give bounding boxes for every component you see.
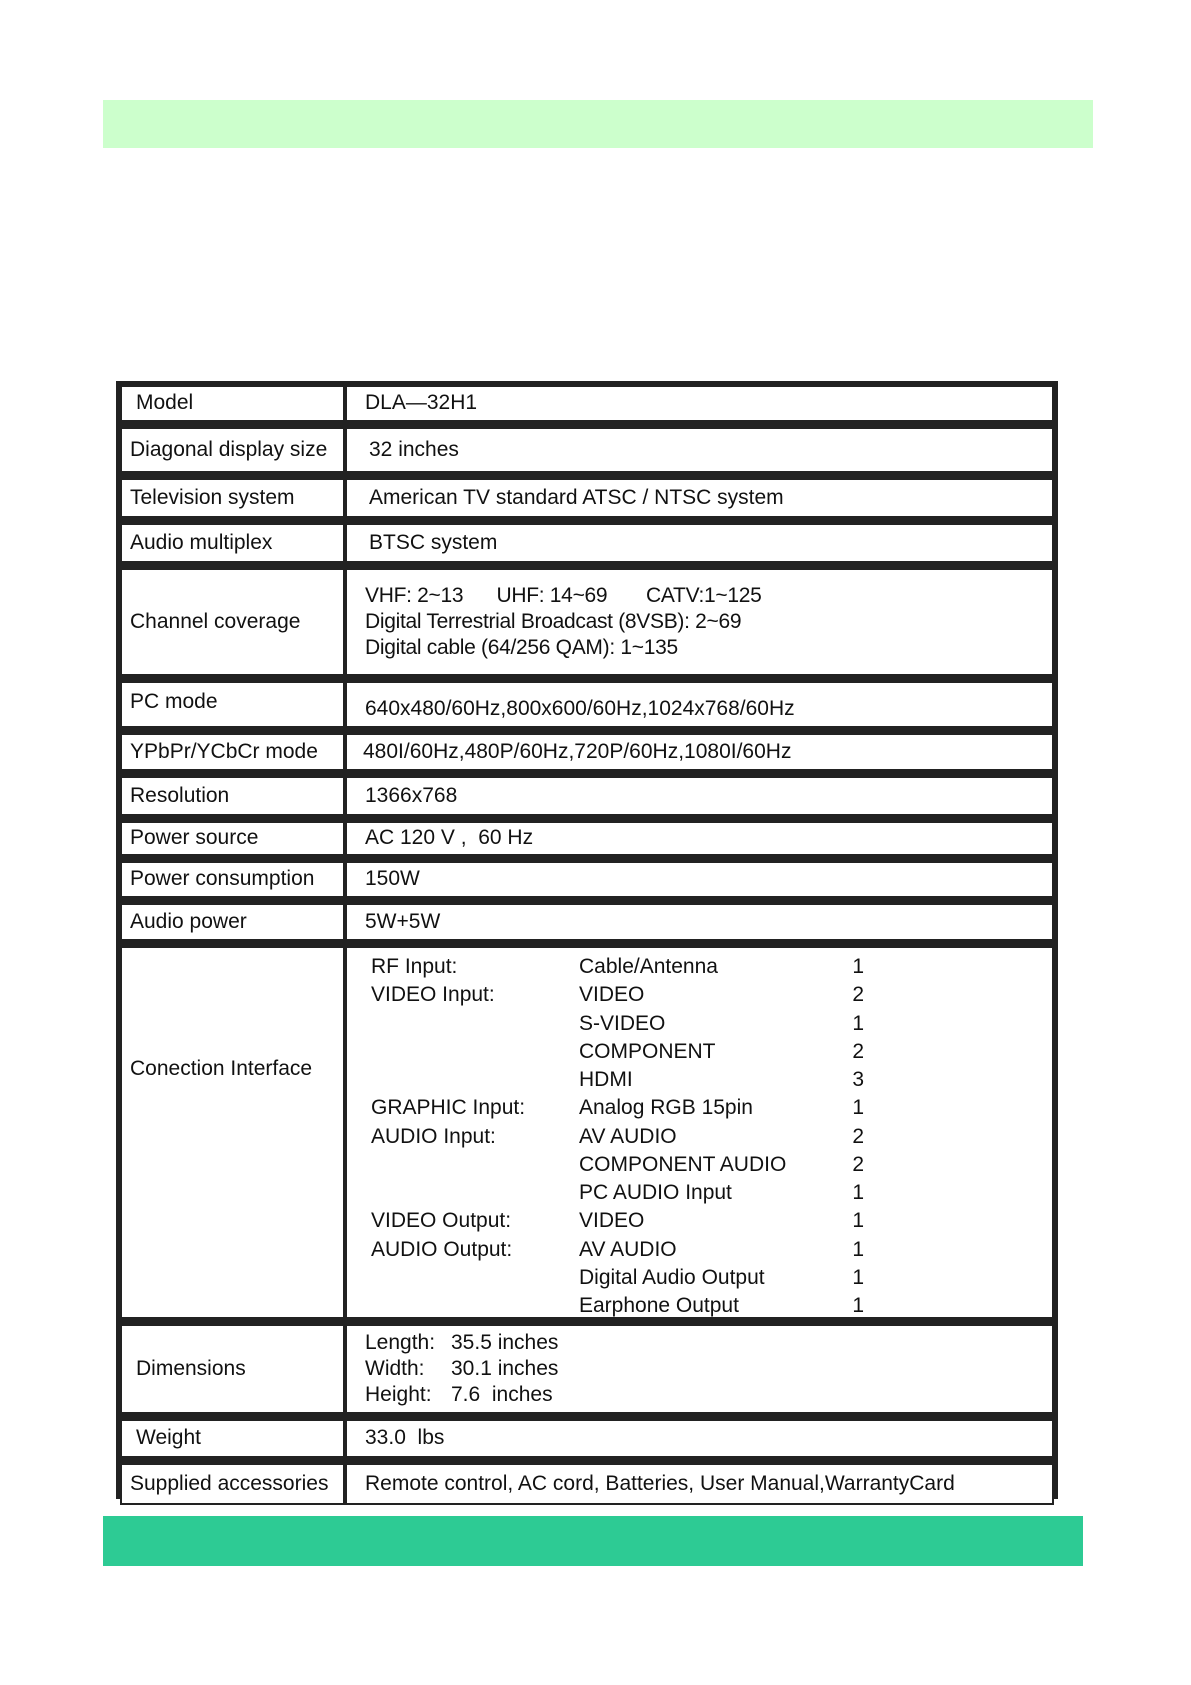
connection-item: VIDEO [579,983,645,1007]
label-power-consumption: Power consumption [122,863,347,896]
connection-item: AV AUDIO [579,1237,677,1261]
connection-count: 2 [852,1039,864,1063]
label-model: Model [122,387,347,420]
row-dimensions [120,1324,1054,1414]
connection-count: 2 [852,1152,864,1176]
label-audio-power: Audio power [122,905,347,939]
dimension-key: Height: [365,1383,432,1407]
value-model: DLA—32H1 [365,391,478,415]
connection-group [371,1265,579,1291]
value-channel-coverage [347,570,1052,674]
connection-count: 3 [852,1068,864,1091]
connection-group [371,1011,579,1037]
connection-group: VIDEO Input: [371,983,495,1007]
dimension-line [365,1356,1034,1382]
row-resolution [120,776,1054,816]
value-pc-mode: 640x480/60Hz,800x600/60Hz,1024x768/60Hz [365,696,795,720]
dimension-value: 7.6 inches [451,1383,553,1407]
connection-item: Earphone Output [579,1294,739,1317]
label-tv-system: Television system [122,480,347,516]
connection-count: 1 [852,1181,864,1204]
channel-line: Digital Terrestrial Broadcast (8VSB): 2~69 [365,609,742,633]
connection-group: AUDIO Output: [371,1237,513,1261]
connection-grid [371,948,1034,1327]
connection-group [371,1067,579,1093]
connection-count: 1 [852,1265,864,1289]
connection-item: Cable/Antenna [579,955,718,978]
dimension-key: Length: [365,1330,436,1354]
connection-group: RF Input: [371,955,458,978]
row-connection-interface [120,946,1054,1319]
connection-count: 1 [852,1011,864,1035]
label-weight: Weight [122,1421,347,1456]
dimension-value: 30.1 inches [451,1356,559,1380]
row-audio-power [120,903,1054,941]
connection-count: 1 [852,955,864,978]
label-power-source: Power source [122,823,347,854]
dimension-line [365,1330,1034,1356]
connection-count: 2 [852,1124,864,1148]
value-accessories: Remote control, AC cord, Batteries, User Manual,WarrantyCard [365,1471,955,1495]
label-diagonal: Diagonal display size [122,429,347,471]
row-pc-mode [120,681,1054,728]
dimension-line [365,1382,1034,1408]
footer-band [103,1516,1083,1566]
connection-group: AUDIO Input: [371,1124,496,1148]
row-power-source [120,821,1054,856]
row-tv-system [120,478,1054,518]
connection-item: COMPONENT AUDIO [579,1152,787,1176]
label-ypbpr-mode: YPbPr/YCbCr mode [122,735,347,769]
row-power-consumption [120,861,1054,898]
row-model [120,385,1054,422]
connection-group: GRAPHIC Input: [371,1096,526,1120]
value-ypbpr-mode: 480I/60Hz,480P/60Hz,720P/60Hz,1080I/60Hz [363,739,792,763]
label-pc-mode: PC mode [122,683,347,726]
row-audio-multiplex [120,523,1054,563]
label-dimensions: Dimensions [122,1326,347,1412]
connection-item: Analog RGB 15pin [579,1096,753,1120]
connection-item: HDMI [579,1068,633,1091]
value-audio-power: 5W+5W [365,909,441,933]
connection-count: 1 [852,1294,864,1317]
channel-line: VHF: 2~13 UHF: 14~69 CATV:1~125 [365,583,762,607]
value-weight: 33.0 lbs [365,1426,445,1450]
row-ypbpr-mode [120,733,1054,771]
connection-count: 2 [852,983,864,1007]
label-accessories: Supplied accessories [122,1465,347,1503]
row-diagonal [120,427,1054,473]
connection-group: VIDEO Output: [371,1209,512,1233]
connection-item: PC AUDIO Input [579,1181,732,1204]
label-resolution: Resolution [122,778,347,814]
header-band [103,100,1093,148]
connection-item: VIDEO [579,1209,645,1233]
value-tv-system: American TV standard ATSC / NTSC system [369,485,784,509]
value-power-consumption: 150W [365,867,420,891]
connection-group [371,1293,579,1319]
connection-item: AV AUDIO [579,1124,677,1148]
label-channel-coverage: Channel coverage [122,570,347,674]
value-dimensions [347,1326,1052,1412]
connection-group [371,1152,579,1178]
row-weight [120,1419,1054,1458]
value-diagonal: 32 inches [369,437,459,461]
dimension-key: Width: [365,1356,425,1380]
label-audio-multiplex: Audio multiplex [122,525,347,561]
row-channel-coverage [120,568,1054,676]
channel-line: Digital cable (64/256 QAM): 1~135 [365,636,678,660]
connection-item: S-VIDEO [579,1011,666,1035]
label-connection-interface: Conection Interface [122,948,347,1317]
connection-count: 1 [852,1237,864,1261]
connection-count: 1 [852,1096,864,1120]
row-accessories [120,1463,1054,1505]
value-power-source: AC 120 V , 60 Hz [365,826,534,850]
connection-item: COMPONENT [579,1039,716,1063]
connection-count: 1 [852,1209,864,1233]
value-audio-multiplex: BTSC system [369,530,498,554]
spec-table [116,381,1058,1499]
dimension-value: 35.5 inches [451,1330,559,1354]
connection-group [371,1180,579,1206]
connection-item: Digital Audio Output [579,1265,765,1289]
value-connection-interface [347,948,1052,1317]
connection-group [371,1039,579,1065]
value-resolution: 1366x768 [365,783,458,807]
